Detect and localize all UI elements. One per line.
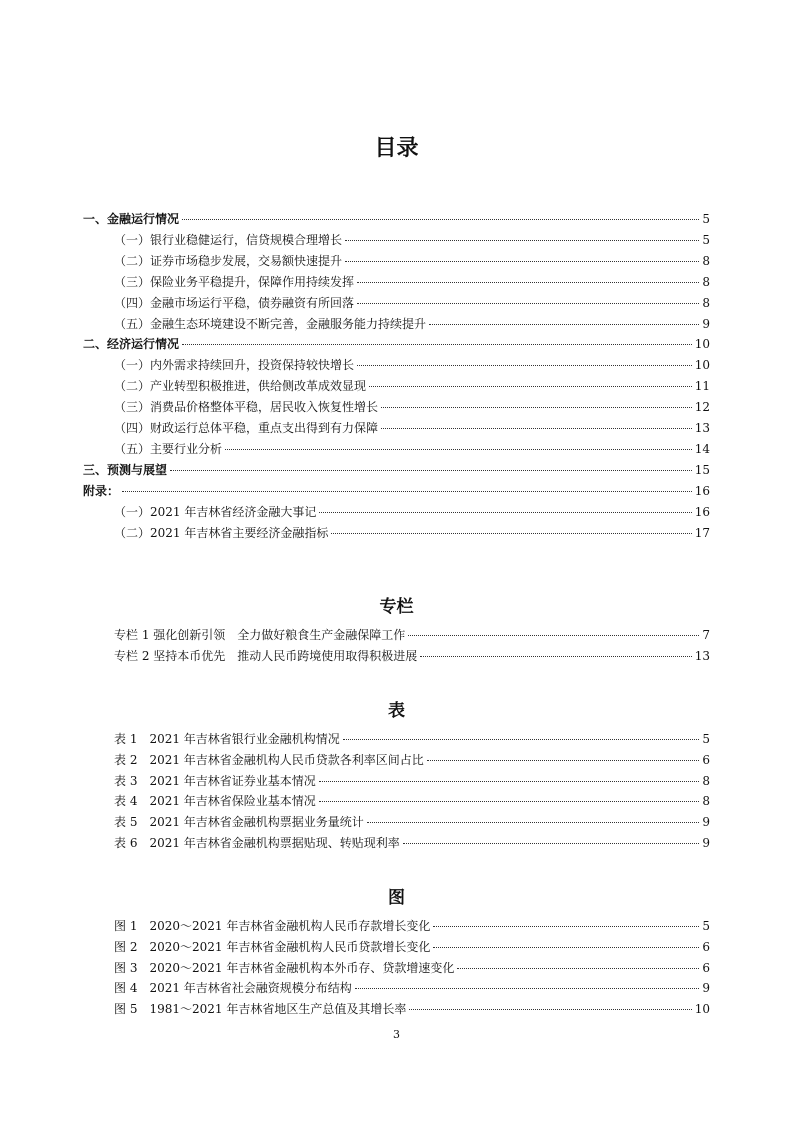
entry-label: 二、经济运行情况: [83, 337, 180, 352]
entry-label: 图 1 2020～2021 年吉林省金融机构人民币存款增长变化: [114, 919, 431, 933]
toc-entry[interactable]: [114, 232, 710, 248]
entry-label: 表 1 2021 年吉林省银行业金融机构情况: [114, 732, 340, 746]
entry-label: 一、金融运行情况: [83, 212, 180, 226]
entry-page-number: 5: [702, 919, 710, 933]
dot-leader: [433, 947, 699, 948]
dot-leader: [409, 1009, 691, 1010]
entry-label: （三）消费品价格整体平稳，居民收入恢复性增长: [114, 400, 379, 415]
contents-title: 目录: [374, 136, 419, 161]
entry-label: （三）保险业务平稳提升，保障作用持续发挥: [114, 274, 355, 289]
dot-leader: [345, 261, 699, 262]
dot-leader: [182, 219, 699, 220]
entry-page-number: 6: [702, 939, 710, 954]
toc-entry[interactable]: [83, 211, 710, 227]
entry-page-number: 14: [694, 441, 710, 456]
dot-leader: [182, 344, 692, 345]
entry-page-number: 5: [702, 212, 710, 226]
entry-page-number: 6: [702, 960, 710, 975]
entry-page-number: 8: [702, 773, 710, 788]
tables-title: 表: [388, 701, 405, 721]
table-entry[interactable]: [114, 752, 710, 768]
entry-page-number: 8: [702, 794, 710, 809]
entry-page-number: 8: [702, 253, 710, 268]
dot-leader: [357, 365, 692, 366]
dot-leader: [369, 386, 692, 387]
toc-entry[interactable]: [114, 378, 710, 394]
dot-leader: [319, 801, 700, 802]
entry-page-number: 10: [694, 1002, 710, 1017]
entry-label: 表 3 2021 年吉林省证券业基本情况: [114, 773, 316, 788]
entry-page-number: 10: [694, 358, 710, 373]
dot-leader: [357, 303, 699, 304]
entry-page-number: 6: [702, 752, 710, 767]
entry-label: 表 5 2021 年吉林省金融机构票据业务量统计: [114, 815, 364, 830]
entry-label: （五）金融生态环境建设不断完善，金融服务能力持续提升: [114, 316, 427, 331]
dot-leader: [381, 407, 692, 408]
entry-label: （四）金融市场运行平稳，债券融资有所回落: [114, 295, 355, 310]
dot-leader: [420, 656, 691, 657]
entry-label: 图 4 2021 年吉林省社会融资规模分布结构: [114, 981, 352, 996]
dot-leader: [403, 843, 700, 844]
column-entry[interactable]: [114, 627, 710, 643]
column-entry[interactable]: [114, 648, 710, 664]
figure-entry[interactable]: [114, 1001, 710, 1017]
entry-label: （四）财政运行总体平稳，重点支出得到有力保障: [114, 421, 379, 435]
toc-entry[interactable]: [114, 316, 710, 332]
toc-entry[interactable]: [83, 336, 710, 352]
entry-page-number: 12: [694, 400, 710, 415]
dot-leader: [433, 926, 699, 927]
dot-leader: [427, 760, 700, 761]
entry-label: （五）主要行业分析: [114, 441, 223, 456]
entry-page-number: 7: [702, 628, 710, 642]
toc-entry[interactable]: [114, 274, 710, 290]
entry-label: （二）2021 年吉林省主要经济金融指标: [114, 525, 329, 540]
entry-page-number: 13: [694, 649, 710, 663]
entry-page-number: 11: [694, 379, 710, 394]
entry-label: 专栏 2 坚持本币优先 推动人民币跨境使用取得积极进展: [114, 649, 418, 663]
entry-page-number: 10: [694, 337, 710, 352]
columns-title: 专栏: [379, 597, 414, 617]
toc-entry[interactable]: [114, 441, 710, 457]
toc-entry[interactable]: [114, 420, 710, 436]
dot-leader: [170, 470, 692, 471]
entry-page-number: 5: [702, 232, 710, 247]
entry-label: （一）内外需求持续回升，投资保持较快增长: [114, 358, 355, 373]
toc-entry[interactable]: [114, 295, 710, 311]
entry-label: （二）证券市场稳步发展，交易额快速提升: [114, 253, 343, 268]
entry-label: （二）产业转型积极推进，供给侧改革成效显现: [114, 379, 367, 394]
toc-entry[interactable]: [114, 525, 710, 541]
dot-leader: [381, 428, 692, 429]
dot-leader: [225, 449, 692, 450]
figure-entry[interactable]: [114, 918, 710, 934]
dot-leader: [345, 240, 699, 241]
table-entry[interactable]: [114, 835, 710, 851]
toc-entry[interactable]: [114, 357, 710, 373]
entry-page-number: 9: [702, 316, 710, 331]
table-entry[interactable]: [114, 814, 710, 830]
entry-page-number: 9: [702, 815, 710, 830]
dot-leader: [319, 512, 691, 513]
table-entry[interactable]: [114, 793, 710, 809]
entry-page-number: 17: [694, 525, 710, 540]
dot-leader: [357, 282, 699, 283]
figures-title: 图: [388, 888, 405, 908]
dot-leader: [343, 739, 700, 740]
entry-label: 图 3 2020～2021 年吉林省金融机构本外币存、贷款增速变化: [114, 960, 455, 975]
entry-page-number: 8: [702, 274, 710, 289]
entry-page-number: 5: [702, 732, 710, 746]
toc-entry[interactable]: [83, 462, 710, 478]
toc-entry[interactable]: [114, 399, 710, 415]
dot-leader: [457, 968, 699, 969]
toc-entry[interactable]: [114, 253, 710, 269]
dot-leader: [319, 781, 700, 782]
entry-label: 图 5 1981～2021 年吉林省地区生产总值及其增长率: [114, 1002, 407, 1017]
table-entry[interactable]: [114, 773, 710, 789]
entry-page-number: 13: [694, 421, 710, 435]
entry-label: 表 2 2021 年吉林省金融机构人民币贷款各利率区间占比: [114, 752, 424, 767]
entry-label: 表 6 2021 年吉林省金融机构票据贴现、转贴现利率: [114, 836, 400, 850]
table-entry[interactable]: [114, 731, 710, 747]
entry-label: 专栏 1 强化创新引领 全力做好粮食生产金融保障工作: [114, 628, 406, 642]
entry-page-number: 16: [694, 504, 710, 519]
entry-page-number: 16: [694, 483, 710, 498]
page-number: 3: [393, 1028, 400, 1041]
toc-entry[interactable]: [83, 483, 710, 499]
dot-leader: [408, 635, 699, 636]
dot-leader: [367, 822, 700, 823]
dot-leader: [122, 491, 692, 492]
dot-leader: [429, 324, 699, 325]
figure-entry[interactable]: [114, 939, 710, 955]
dot-leader: [355, 988, 700, 989]
figure-entry[interactable]: [114, 960, 710, 976]
entry-page-number: 9: [702, 981, 710, 996]
entry-page-number: 8: [702, 295, 710, 310]
entry-label: （一）2021 年吉林省经济金融大事记: [114, 504, 317, 519]
entry-label: 表 4 2021 年吉林省保险业基本情况: [114, 794, 316, 809]
entry-label: 三、预测与展望: [83, 462, 168, 477]
figure-entry[interactable]: [114, 980, 710, 996]
dot-leader: [331, 533, 691, 534]
entry-page-number: 9: [702, 836, 710, 850]
entry-label: 图 2 2020～2021 年吉林省金融机构人民币贷款增长变化: [114, 939, 431, 954]
entry-page-number: 15: [694, 462, 710, 477]
entry-label: 附录：: [83, 483, 120, 498]
entry-label: （一）银行业稳健运行，信贷规模合理增长: [114, 232, 343, 247]
toc-entry[interactable]: [114, 504, 710, 520]
